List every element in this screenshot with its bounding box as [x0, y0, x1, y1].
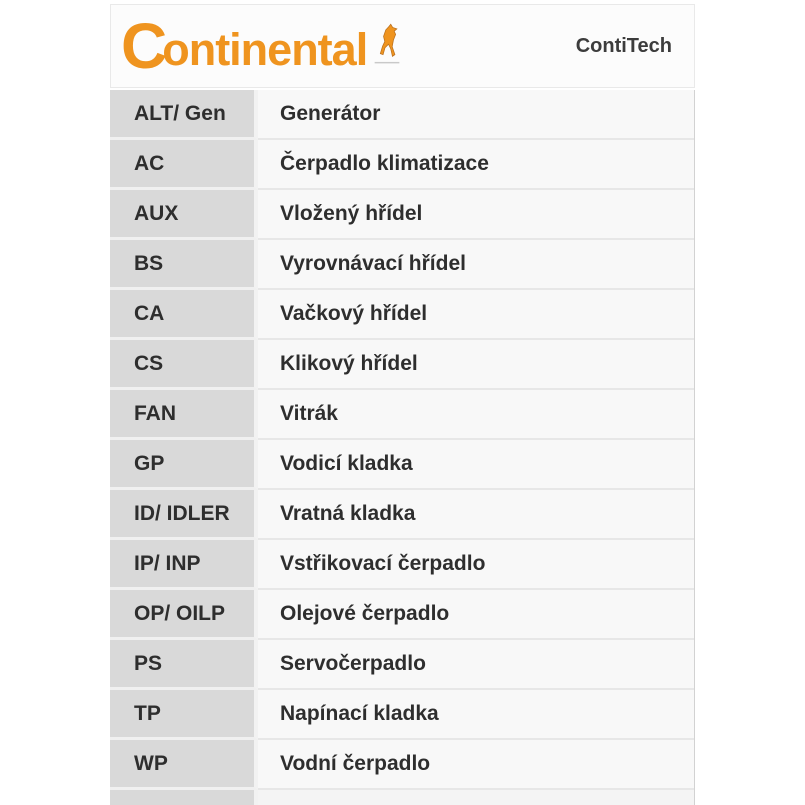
abbr-cell-label: BS	[110, 240, 258, 290]
description-cell-label: Vodní čerpadlo	[258, 740, 694, 790]
abbr-cell-label: GP	[110, 440, 258, 490]
abbr-cell-label: AUX	[110, 190, 258, 240]
abbr-cell-label: PS	[110, 640, 258, 690]
abbr-cell-label	[110, 790, 258, 805]
legend-row	[110, 490, 694, 540]
description-cell-label: Vodicí kladka	[258, 440, 694, 490]
legend-row	[110, 640, 694, 690]
legend-row	[110, 590, 694, 640]
legend-row	[110, 340, 694, 390]
abbr-cell-label: OP/ OILP	[110, 590, 258, 640]
description-cell-label: Servočerpadlo	[258, 640, 694, 690]
description-cell-label: Vitrák	[258, 390, 694, 440]
rearing-horse-icon	[372, 23, 402, 70]
legend-row	[110, 240, 694, 290]
legend-table	[110, 90, 695, 805]
description-cell-label: Generátor	[258, 90, 694, 140]
description-cell-label: Vstřikovací čerpadlo	[258, 540, 694, 590]
brand-header	[110, 4, 695, 88]
continental-logo-wordmark: ontinental	[162, 24, 368, 76]
continental-logo-initial: C	[121, 9, 166, 82]
description-cell-label: Vačkový hřídel	[258, 290, 694, 340]
description-cell-label: Olejové čerpadlo	[258, 590, 694, 640]
legend-row	[110, 690, 694, 740]
continental-logo	[121, 9, 402, 82]
legend-row	[110, 140, 694, 190]
abbr-cell-label: CA	[110, 290, 258, 340]
legend-row	[110, 290, 694, 340]
abbr-cell-label: WP	[110, 740, 258, 790]
description-cell-label	[258, 790, 694, 805]
abbr-cell-label: ALT/ Gen	[110, 90, 258, 140]
description-cell-label: Čerpadlo klimatizace	[258, 140, 694, 190]
legend-row	[110, 90, 694, 140]
legend-row	[110, 190, 694, 240]
legend-row	[110, 440, 694, 490]
abbr-cell-label: CS	[110, 340, 258, 390]
legend-row	[110, 390, 694, 440]
description-cell-label: Vratná kladka	[258, 490, 694, 540]
contitech-wordmark: ContiTech	[575, 34, 672, 57]
description-cell-label: Vložený hřídel	[258, 190, 694, 240]
description-cell-label: Napínací kladka	[258, 690, 694, 740]
abbr-cell-label: FAN	[110, 390, 258, 440]
abbr-cell-label: ID/ IDLER	[110, 490, 258, 540]
legend-row	[110, 540, 694, 590]
description-cell-label: Vyrovnávací hřídel	[258, 240, 694, 290]
abbr-cell-label: TP	[110, 690, 258, 740]
abbr-cell-label: AC	[110, 140, 258, 190]
description-cell-label: Klikový hřídel	[258, 340, 694, 390]
legend-row	[110, 790, 694, 805]
legend-row	[110, 740, 694, 790]
abbr-cell-label: IP/ INP	[110, 540, 258, 590]
